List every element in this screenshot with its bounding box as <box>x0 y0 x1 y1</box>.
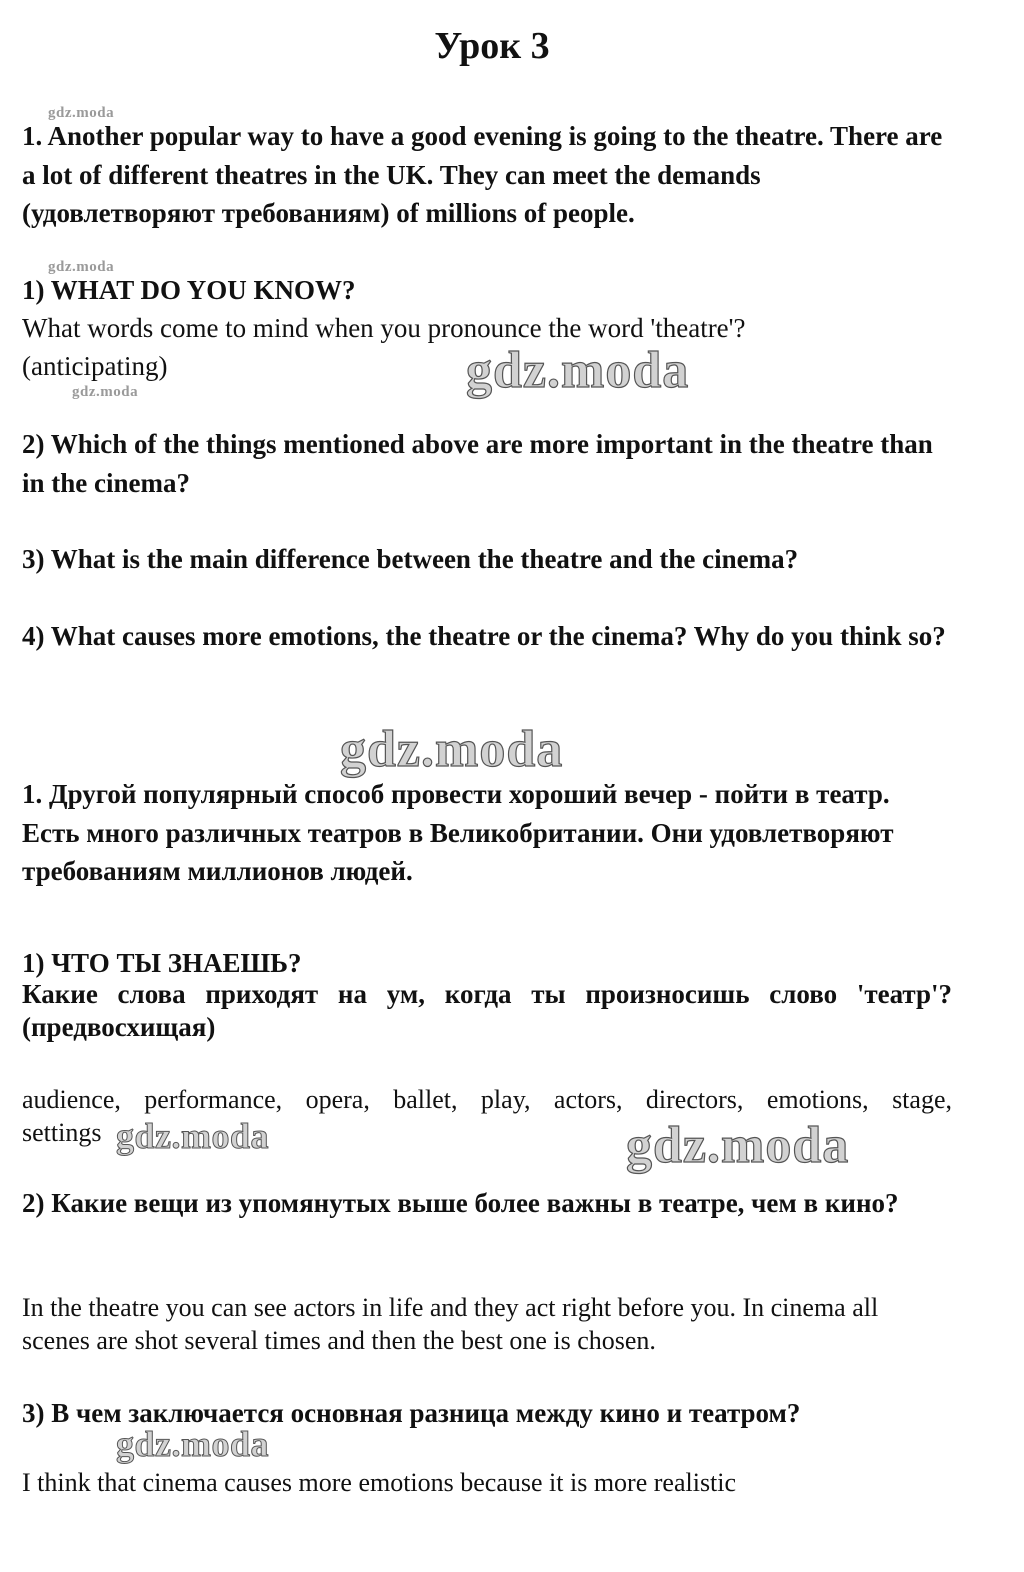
watermark-large: gdz.moda <box>626 1117 850 1174</box>
english-q4: 4) What causes more emotions, the theatre or the cinema? Why do you think so? <box>22 621 946 651</box>
watermark-large: gdz.moda <box>466 342 690 399</box>
watermark-large: gdz.moda <box>340 721 564 778</box>
watermark-small: gdz.moda <box>48 259 115 275</box>
answer-1-line-2: settings <box>22 1118 102 1147</box>
watermark-small: gdz.moda <box>72 384 139 400</box>
english-q1-note: (anticipating) <box>22 351 168 381</box>
watermark-small: gdz.moda <box>48 105 115 121</box>
russian-intro-paragraph: 1. Другой популярный способ провести хороший вечер - пойти в театр. Есть много различных театров в Великобритании. Они удовлетворяют требованиям миллионов людей. <box>22 779 894 886</box>
english-q2: 2) Which of the things mentioned above are more important in the theatre than in the cinema? <box>22 429 933 498</box>
watermark-medium: gdz.moda <box>116 1424 270 1464</box>
russian-q3: 3) В чем заключается основная разница между кино и театром? <box>22 1398 801 1428</box>
russian-q2: 2) Какие вещи из упомянутых выше более важны в театре, чем в кино? <box>22 1188 899 1218</box>
english-intro-paragraph: 1. Another popular way to have a good evening is going to the theatre. There are a lot of different theatres in the UK. They can meet the demands (удовлетворяют требованиям) of millions of people. <box>22 121 943 228</box>
english-q1-heading: 1) WHAT DO YOU KNOW? <box>22 275 356 305</box>
russian-q1-text: Какие слова приходят на ум, когда ты произносишь слово 'театр'? <box>22 979 952 1009</box>
english-q1-text: What words come to mind when you pronounce the word 'theatre'? <box>22 313 746 343</box>
english-q3: 3) What is the main difference between the theatre and the cinema? <box>22 544 799 574</box>
answer-1-line-1: audience, performance, opera, ballet, play, actors, directors, emotions, stage, <box>22 1085 952 1114</box>
russian-q1-heading: 1) ЧТО ТЫ ЗНАЕШЬ? <box>22 948 302 978</box>
russian-q1-note: (предвосхищая) <box>22 1012 216 1042</box>
answer-3: I think that cinema causes more emotions because it is more realistic <box>22 1468 737 1497</box>
watermark-medium: gdz.moda <box>116 1116 270 1156</box>
answer-2: In the theatre you can see actors in life and they act right before you. In cinema all scenes are shot several times and then the best one is chosen. <box>22 1293 879 1355</box>
page-title: Урок 3 <box>434 25 550 67</box>
